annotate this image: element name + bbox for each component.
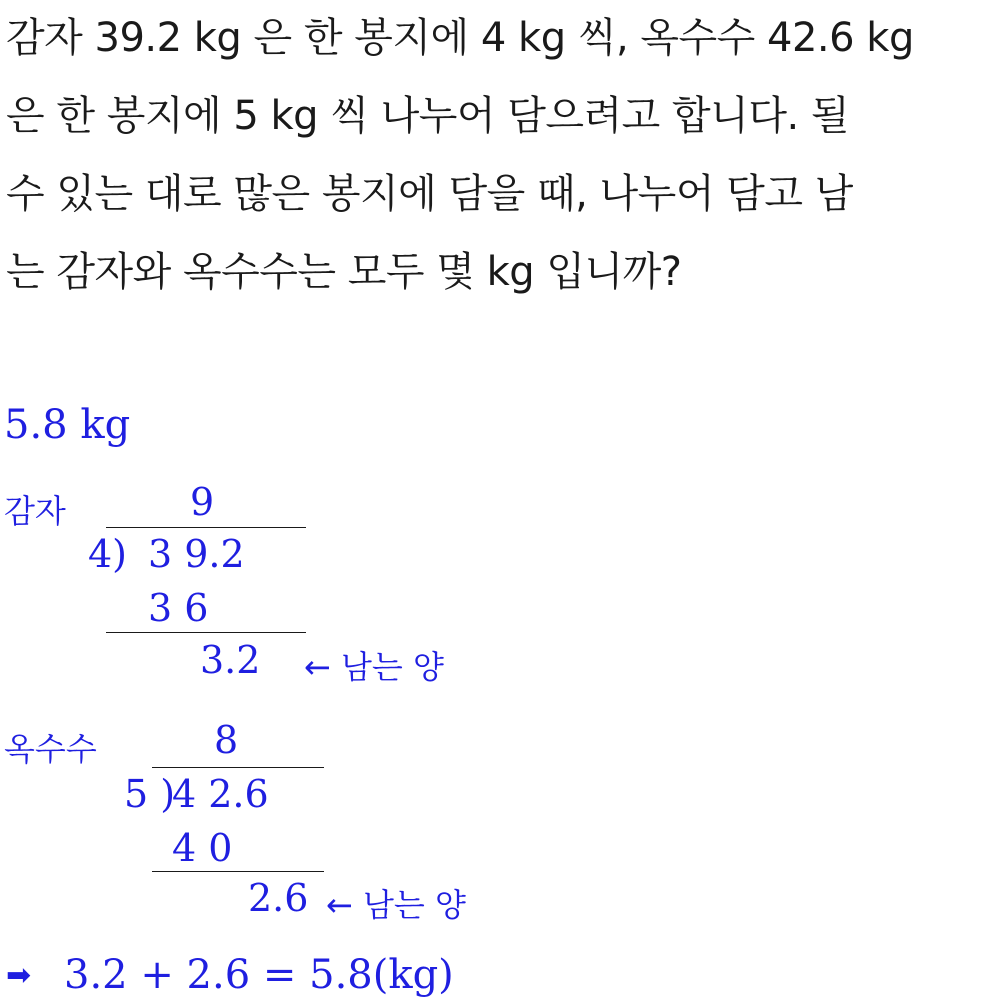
corn-dividend: 4 2.6 (172, 772, 269, 816)
corn-quotient: 8 (214, 718, 239, 762)
potato-bracket-line (106, 527, 306, 528)
answer-value: 5.8 kg (4, 402, 131, 448)
question-line-1: 감자 39.2 kg 은 한 봉지에 4 kg 씩, 옥수수 42.6 kg (6, 15, 914, 61)
corn-subtract-line (152, 871, 324, 872)
corn-bracket-line (152, 767, 324, 768)
corn-subtract: 4 0 (172, 826, 233, 870)
potato-quotient: 9 (190, 480, 215, 524)
corn-label: 옥수수 (4, 730, 97, 768)
potato-remainder-note: ← 남는 양 (304, 648, 444, 686)
question-line-3: 수 있는 대로 많은 봉지에 담을 때, 나누어 담고 남 (6, 171, 853, 217)
final-equation-text: 3.2 + 2.6 = 5.8(kg) (64, 952, 454, 998)
potato-divisor: 4) (88, 532, 128, 576)
potato-subtract: 3 6 (148, 586, 209, 630)
right-arrow-icon: ➡ (6, 958, 32, 993)
corn-remainder: 2.6 (248, 876, 309, 920)
potato-dividend: 3 9.2 (148, 532, 245, 576)
potato-subtract-line (106, 632, 306, 633)
corn-remainder-note: ← 남는 양 (326, 886, 466, 924)
corn-divisor: 5 ) (124, 772, 176, 816)
potato-remainder: 3.2 (200, 638, 261, 682)
potato-label: 감자 (4, 492, 66, 530)
question-line-2: 은 한 봉지에 5 kg 씩 나누어 담으려고 합니다. 될 (6, 93, 850, 139)
question-line-4: 는 감자와 옥수수는 모두 몇 kg 입니까? (6, 249, 682, 295)
